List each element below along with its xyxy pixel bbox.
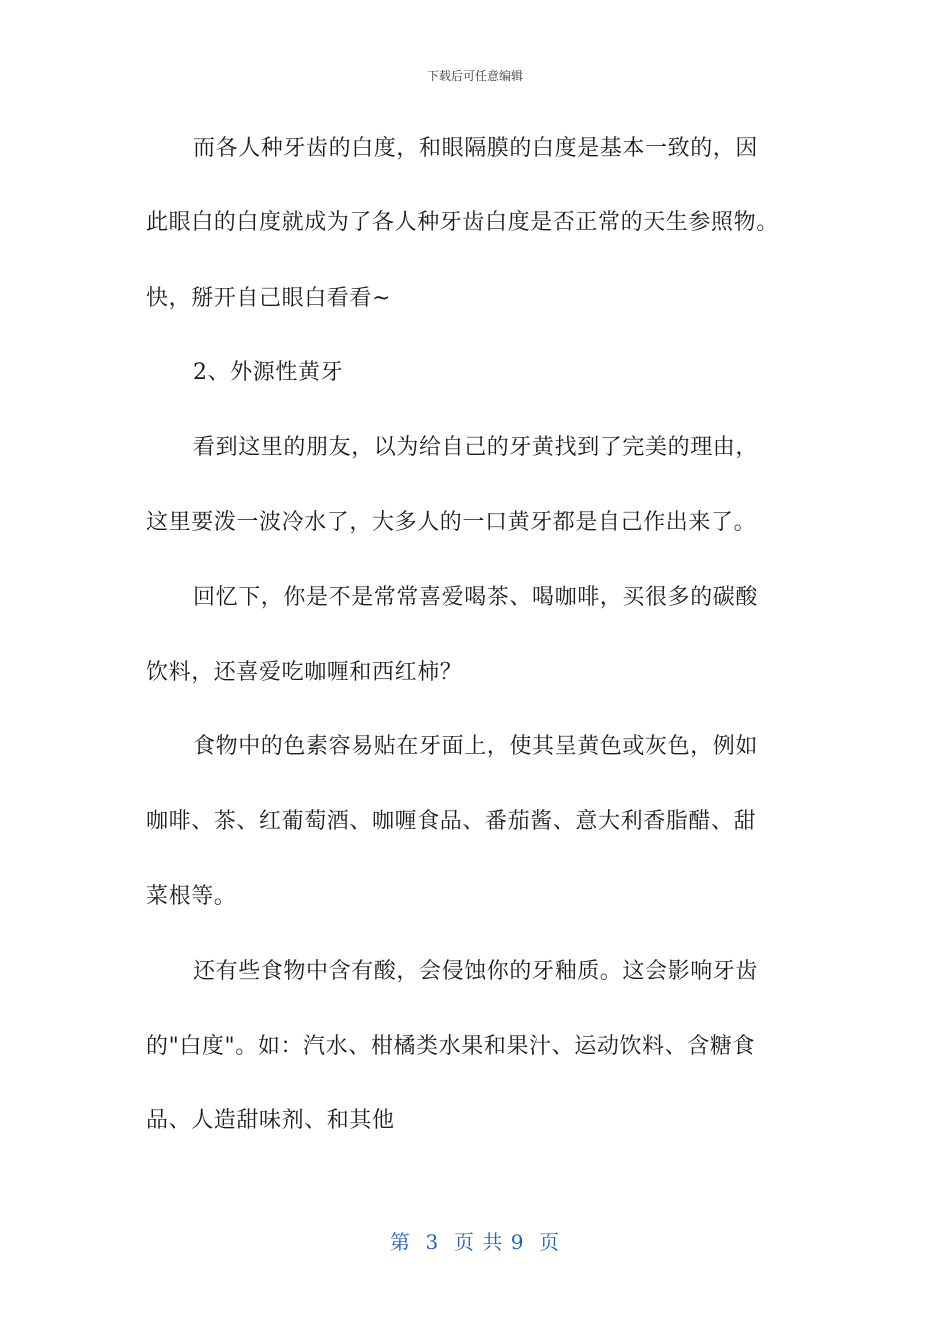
section-heading: 2、外源性黄牙 bbox=[193, 360, 344, 385]
text-line: 的"白度"。如：汽水、柑橘类水果和果汁、运动饮料、含糖食 bbox=[146, 1034, 756, 1059]
text-line: 此眼白的白度就成为了各人种牙齿白度是否正常的天生参照物。 bbox=[146, 210, 779, 235]
text-line: 而各人种牙齿的白度，和眼隔膜的白度是基本一致的，因 bbox=[193, 136, 759, 161]
text-line: 咖啡、茶、红葡萄酒、咖喱食品、番茄酱、意大利香脂醋、甜 bbox=[146, 809, 757, 834]
text-line: 饮料，还喜爱吃咖喱和西红柿？ bbox=[146, 660, 463, 685]
text-line: 看到这里的朋友，以为给自己的牙黄找到了完美的理由， bbox=[193, 435, 759, 460]
text-line: 还有些食物中含有酸，会侵蚀你的牙釉质。这会影响牙齿 bbox=[193, 959, 759, 984]
text-line: 这里要泼一波冷水了，大多人的一口黄牙都是自己作出来了。 bbox=[146, 510, 757, 535]
page-header: 下载后可任意编辑 bbox=[426, 69, 523, 83]
text-line: 快，掰开自己眼白看看~ bbox=[146, 286, 392, 311]
text-line: 菜根等。 bbox=[146, 884, 237, 909]
text-line: 回忆下，你是不是常常喜爱喝茶、喝咖啡，买很多的碳酸 bbox=[193, 585, 759, 610]
page-number-footer: 第 3 页 共 9 页 bbox=[389, 1230, 561, 1254]
text-line: 品、人造甜味剂、和其他 bbox=[146, 1108, 395, 1133]
text-line: 食物中的色素容易贴在牙面上，使其呈黄色或灰色，例如 bbox=[193, 734, 759, 759]
